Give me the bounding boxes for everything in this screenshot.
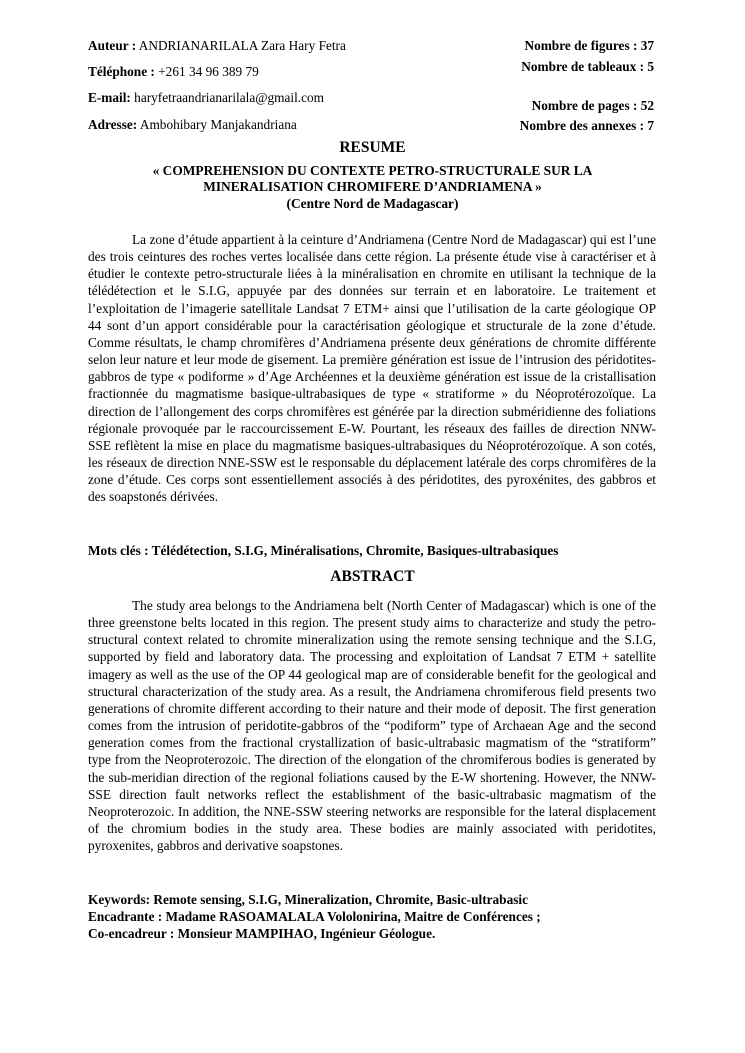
pages-count: Nombre de pages : 52: [531, 98, 654, 113]
figures-count: Nombre de figures : 37: [524, 38, 654, 53]
email-line: [88, 90, 324, 106]
co-supervisor-line: Co-encadreur : Monsieur MAMPIHAO, Ingénieur Géologue.: [88, 926, 436, 941]
phone-line: [88, 64, 259, 80]
abstract-body-text: The study area belongs to the Andriamena belt (North Center of Madagascar) which is one of the three greenstone belts located in this region. The present study aims to characterize and study the petro-structural context related to chromite mineralization using the remote sensing technique and the S.I.G, supported by field and laboratory data. The processing and exploitation of Landsat 7 ETM + satellite imagery as well as the use of the OP 44 geological map are of considerable benefit for the geological and structural characterization of the study area. As a result, the Andriamena chromiferous field presents two generations of chromite different according to their nature and their mode of deposit. The first generation comes from the intrusion of peridotite-gabbros of the “podiform” type of Archaean Age and the second generation comes from the fractional crystallization of basic-ultrabasic magmatism of the “stratiform” type from the Neoproterozoic. The direction of the elongation of the chromiferous bodies is generated by the sub-meridian direction of the regional foliations caused by the E-W shortening. However, the NNW-SSE direction fault networks reflect the establishment of the basic-ultrabasic magmatism of the Neoproterozoic. In addition, the NNE-SSW steering networks are responsible for the lateral displacement of the chromium bodies in the study area. These bodies are mainly associated with peridotites, pyroxenites, gabbros and derivative soapstones.: [88, 598, 656, 854]
resume-keywords: Mots clés : Télédétection, S.I.G, Minéralisations, Chromite, Basiques-ultrabasiques: [88, 543, 559, 558]
author-line: [88, 38, 346, 54]
email-label: E-mail:: [88, 90, 131, 105]
abstract-body: [88, 597, 656, 854]
resume-title-line-2: MINERALISATION CHROMIFERE D’ANDRIAMENA »: [203, 179, 542, 194]
abstract-heading: ABSTRACT: [330, 568, 415, 585]
tables-count: Nombre de tableaux : 5: [521, 59, 654, 74]
supervisor-line: Encadrante : Madame RASOAMALALA Vololonirina, Maitre de Conférences ;: [88, 909, 541, 924]
resume-title-line-3: (Centre Nord de Madagascar): [286, 196, 459, 211]
address-value: Ambohibary Manjakandriana: [139, 117, 297, 132]
resume-title-line-1: « COMPREHENSION DU CONTEXTE PETRO-STRUCTURALE SUR LA: [152, 163, 593, 178]
annexes-count: Nombre des annexes : 7: [519, 118, 654, 133]
email-value: haryfetraandrianarilala@gmail.com: [134, 90, 324, 105]
resume-body-text: La zone d’étude appartient à la ceinture d’Andriamena (Centre Nord de Madagascar) qui est l’une des trois ceintures des roches vertes localisée dans cette région. La présente étude vise à caractériser et à étudier le contexte petro-structurale liées à la minéralisation en chromite en utilisant la technique de la télédétection et le S.I.G, appuyée par des données sur terrain et en laboratoire. Le traitement et l’exploitation de l’imagerie satellitale Landsat 7 ETM+ ainsi que l’utilisation de la carte géologique OP 44 sont d’un apport considérable pour la caractérisation géologique et structurale de la zone d’étude. Comme résultats, le champ chromifères d’Andriamena présente deux générations de chromite différente selon leur nature et leur mode de gisement. La première génération est issue de l’intrusion des péridotites-gabbros de type « podiforme » d’Age Archéennes et la deuxième génération est issue de la cristallisation fractionnée du magmatisme basique-ultrabasiques de type « stratiforme » du Néoprotérozoïque. La direction de l’allongement des corps chromifères est générée par la direction subméridienne des foliations régionale provoquée par le raccourcissement E-W. Pourtant, les réseaux des failles de direction NNW-SSE reflètent la mise en place du magmatisme basiques-ultrabasiques du Néoprotérozoïque. A son cotés, les réseaux de direction NNE-SSW est le responsable du déplacement latérale des corps chromifères de la zone d’étude. Ces corps sont essentiellement associés à des péridotites, des pyroxénites, des gabbros et des soapstonés dérivées.: [88, 232, 656, 505]
phone-label: Téléphone :: [88, 64, 155, 79]
abstract-keywords: Keywords: Remote sensing, S.I.G, Mineralization, Chromite, Basic-ultrabasic: [88, 892, 528, 907]
resume-body: [88, 231, 656, 506]
resume-heading: RESUME: [339, 139, 406, 156]
author-value: ANDRIANARILALA Zara Hary Fetra: [138, 38, 346, 53]
address-line: [88, 117, 297, 133]
author-label: Auteur :: [88, 38, 137, 53]
phone-value: +261 34 96 389 79: [158, 64, 259, 79]
address-label: Adresse:: [88, 117, 138, 132]
